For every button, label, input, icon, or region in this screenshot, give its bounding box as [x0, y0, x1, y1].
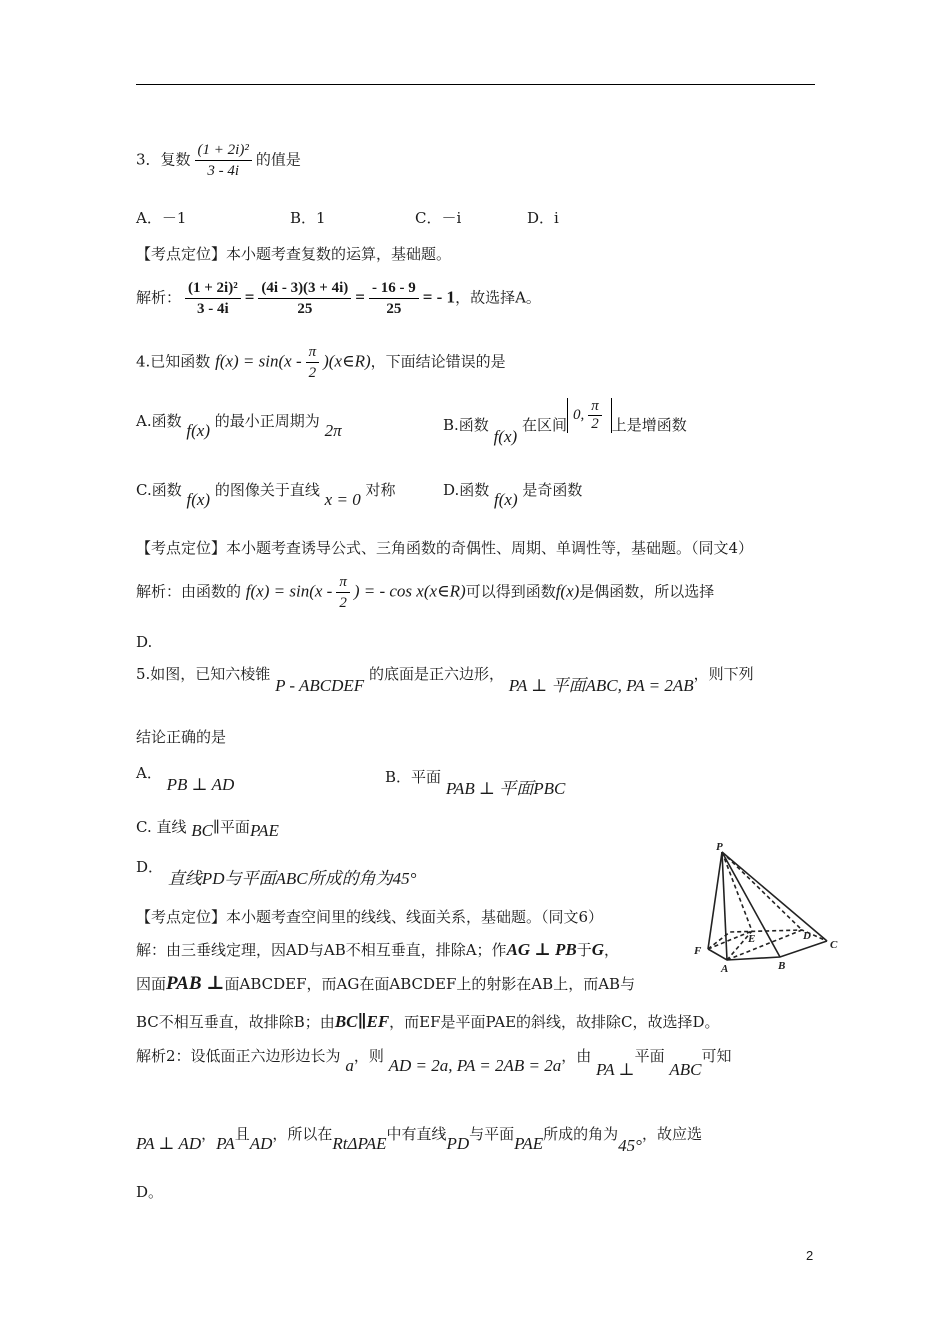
q4-optB-pi-frac — [588, 398, 602, 433]
q5-s2-e: 可知 — [701, 1047, 732, 1065]
q5-optA-label: A． — [136, 764, 162, 782]
q5-sol3-a: BC不相互垂直，故排除B；由 — [136, 1013, 335, 1031]
label-B: B — [778, 960, 786, 972]
q4-optC-tail: 对称 — [365, 481, 396, 499]
q4-sol-2: 2 — [339, 595, 347, 611]
line-FE — [708, 931, 752, 949]
header-rule — [136, 84, 815, 85]
q4-sol-prefix: 解析：由函数的 — [136, 582, 242, 601]
q4-sol-cont: ) = - cos x(x∈R) — [353, 581, 466, 601]
q4-stem-suffix: ，下面结论错误的是 — [370, 352, 506, 371]
q5-s2-d: 平面 — [634, 1047, 665, 1065]
q4-point: 【考点定位】本小题考查诱导公式、三角函数的奇偶性、周期、单调性等，基础题。（同文4） — [136, 539, 754, 557]
q5-s3-m5: PD — [446, 1134, 470, 1153]
q5-sol2-b: 面ABCDEF，而AG在面ABCDEF上的射影在AB上，而AB与 — [224, 975, 636, 993]
q5-stem-line2: 结论正确的是 — [136, 728, 227, 746]
q3-stem-suffix: 的值是 — [255, 150, 301, 169]
q5-stem-cond: PA ⊥ 平面ABC, PA = 2AB — [508, 676, 694, 695]
label-D: D — [803, 930, 811, 942]
q5-s3-c: ，所以在 — [272, 1125, 333, 1143]
q4-option-b — [443, 398, 687, 446]
q3-sol-f2-den: 25 — [297, 301, 313, 317]
q5-sol2-math: PAB ⊥ — [166, 973, 225, 994]
q5-s2-m2: AD = 2a, PA = 2AB = 2a — [388, 1056, 562, 1075]
q4-optB-pi: π — [588, 398, 602, 416]
q4-optC-eq: x = 0 — [324, 490, 361, 509]
q5-stem — [136, 664, 754, 695]
q3-option-b: B．1 — [290, 209, 326, 227]
q5-sol-line2 — [136, 974, 635, 994]
q4-optB-f: f(x) — [493, 426, 518, 446]
q5-s2-a: 解析2：设低面正六边形边长为 — [136, 1047, 341, 1065]
q5-sol1-b: 于 — [576, 941, 592, 959]
q5-sol1-math: AG ⊥ PB — [506, 940, 577, 959]
page-number: 2 — [806, 1248, 814, 1263]
q3-sol-f1-den: 3 - 4i — [197, 301, 229, 317]
q3-solution — [136, 278, 541, 319]
q4-sol-pi: π — [336, 572, 350, 593]
q3-sol-f2-num: (4i - 3)(3 + 4i) — [258, 278, 351, 299]
q5-s3-f: 所成的角为 — [543, 1125, 619, 1143]
q3-stem — [136, 140, 301, 181]
q3-point: 【考点定位】本小题考查复数的运算，基础题。 — [136, 245, 452, 263]
q3-sol-frac1 — [185, 278, 241, 319]
q5-s3-m2: PA — [216, 1134, 235, 1153]
q5-optD-math: 直线PD与平面ABC所成的角为45° — [167, 869, 417, 888]
q4-stem — [136, 342, 506, 383]
q3-sol-eq1: = — [244, 287, 255, 307]
q5-s2-m4: ABC — [669, 1060, 702, 1079]
q5-sol2-a: 因面 — [136, 975, 167, 993]
q4-optA-val: 2π — [324, 421, 342, 440]
q4-sol-pi-frac — [336, 572, 350, 613]
q5-s3-m3: AD — [249, 1134, 273, 1153]
q4-solution — [136, 572, 714, 613]
q4-sol-tail: 是偶函数，所以选择 — [579, 582, 715, 601]
q3-frac-num: (1 + 2i)² — [195, 140, 252, 161]
q5-sol1-g: G — [591, 940, 605, 959]
label-A: A — [721, 963, 729, 975]
q5-sol3-math: BC∥EF — [334, 1012, 390, 1031]
q4-stem-2: 2 — [308, 365, 317, 381]
q5-s3-last: D。 — [136, 1183, 164, 1201]
q5-sol2-line2 — [136, 1124, 702, 1155]
q3-sol-frac3 — [369, 278, 419, 319]
q4-sol-last: D. — [136, 633, 153, 651]
q5-s3-b: 且 — [234, 1125, 250, 1143]
q5-option-c — [136, 816, 279, 840]
q3-fraction — [195, 140, 252, 181]
q5-s2-m1: a — [345, 1056, 354, 1075]
q3-sol-result: = - 1 — [422, 287, 456, 307]
q4-optB-text: 在区间 — [521, 415, 567, 434]
q4-optC-label: C.函数 — [136, 481, 182, 499]
q5-sol2-line1 — [136, 1046, 732, 1079]
q5-point: 【考点定位】本小题考查空间里的线线、线面关系，基础题。（同文6） — [136, 908, 604, 926]
q5-s2-m3: PA ⊥ — [596, 1060, 635, 1079]
q5-stem-tail: ，则下列 — [693, 665, 754, 683]
q3-sol-f3-num: - 16 - 9 — [369, 278, 419, 299]
q4-optB-2: 2 — [591, 416, 599, 432]
q4-optA-f: f(x) — [186, 421, 210, 440]
q5-s2-b: ，则 — [353, 1047, 384, 1065]
edge-PD — [722, 852, 802, 930]
q5-optD-label: D． — [136, 858, 164, 876]
q3-sol-f3-den: 25 — [386, 301, 402, 317]
q5-stem-p: P - ABCDEF — [275, 676, 365, 695]
q5-s3-g: ，故应选 — [641, 1125, 702, 1143]
hexagonal-pyramid-figure — [690, 838, 842, 978]
q4-optB-tail: 上是增函数 — [611, 415, 687, 434]
q5-optC-math2: PAE — [249, 821, 279, 840]
q4-option-c — [136, 479, 396, 509]
q4-sol-f: f(x) = sin(x - — [245, 581, 333, 601]
q5-s3-m4: RtΔPAE — [332, 1134, 387, 1153]
q5-stem-mid: 的底面是正六边形， — [368, 665, 504, 683]
q5-s3-d: 中有直线 — [386, 1125, 447, 1143]
edge-PC — [722, 852, 827, 941]
q4-optB-label: B.函数 — [443, 415, 489, 434]
q4-optC-text: 的图像关于直线 — [214, 481, 320, 499]
q5-optB-math: PAB ⊥ 平面PBC — [445, 779, 566, 798]
q5-optA-math: PB ⊥ AD — [166, 775, 235, 794]
q5-sol3-b: ，而EF是平面PAE的斜线，故排除C，故选择D。 — [389, 1013, 720, 1031]
q4-optB-interval — [567, 398, 612, 433]
q5-option-a — [136, 762, 235, 794]
q5-optC-label: C. 直线 — [136, 818, 187, 836]
q5-optC-par: ∥平面 — [213, 818, 250, 836]
q4-stem-pi-frac — [306, 342, 320, 383]
q4-optC-f: f(x) — [186, 490, 211, 509]
q4-option-d — [443, 479, 583, 509]
q5-option-d — [136, 852, 417, 888]
q4-optA-label: A.函数 — [136, 412, 182, 430]
q3-option-d: D．i — [527, 209, 559, 227]
q5-option-b — [385, 762, 566, 798]
q3-stem-prefix: 3．复数 — [136, 150, 191, 169]
q3-sol-eq2: = — [355, 287, 365, 307]
q4-optD-label: D.函数 — [443, 481, 490, 499]
q5-s3-a: ， — [201, 1125, 217, 1143]
label-F: F — [694, 945, 702, 957]
q4-optA-text: 的最小正周期为 — [214, 412, 320, 430]
q5-s3-m7: 45° — [618, 1136, 642, 1155]
q5-sol-line3 — [136, 1012, 720, 1032]
q5-optC-math1: BC — [191, 821, 213, 840]
q4-optB-interval-pre: 0, — [572, 406, 585, 423]
q4-stem-cont: )(x∈R) — [323, 351, 371, 371]
q4-stem-pi: π — [306, 342, 320, 363]
q4-optD-tail: 是奇函数 — [522, 481, 583, 499]
q5-stem-prefix: 5.如图，已知六棱锥 — [136, 665, 271, 683]
q3-sol-f1-num: (1 + 2i)² — [185, 278, 241, 299]
line-AD — [727, 930, 802, 960]
q4-optD-f: f(x) — [494, 490, 518, 509]
q5-s3-m6: PAE — [514, 1134, 544, 1153]
q5-s3-m1: PA ⊥ AD — [136, 1134, 202, 1153]
label-E: E — [748, 933, 756, 945]
q5-sol-line1 — [136, 940, 619, 960]
edge-PF — [708, 852, 722, 949]
q4-option-a — [136, 410, 342, 440]
q5-optB-label: B．平面 — [385, 768, 442, 786]
q5-sol1-a: 解：由三垂线定理，因AD与AB不相互垂直，排除A；作 — [136, 941, 507, 959]
q5-s3-e: 与平面 — [469, 1125, 515, 1143]
q3-frac-den: 3 - 4i — [207, 163, 240, 179]
q4-stem-prefix: 4.已知函数 — [136, 352, 211, 371]
q4-sol-f2: f(x) — [555, 581, 580, 601]
q4-sol-mid: 可以得到函数 — [465, 582, 556, 601]
q4-stem-function: f(x) = sin(x - — [215, 351, 302, 371]
q5-s2-c: ，由 — [561, 1047, 592, 1065]
label-P: P — [716, 841, 723, 853]
label-C: C — [830, 939, 838, 951]
q3-sol-tail: ，故选择A。 — [455, 288, 541, 307]
q3-option-a: A．－1 — [136, 209, 187, 227]
q3-sol-frac2 — [258, 278, 351, 319]
q3-sol-label: 解析： — [136, 288, 182, 307]
q5-sol1-c: ， — [604, 941, 620, 959]
q3-option-c: C．－i — [415, 209, 462, 227]
